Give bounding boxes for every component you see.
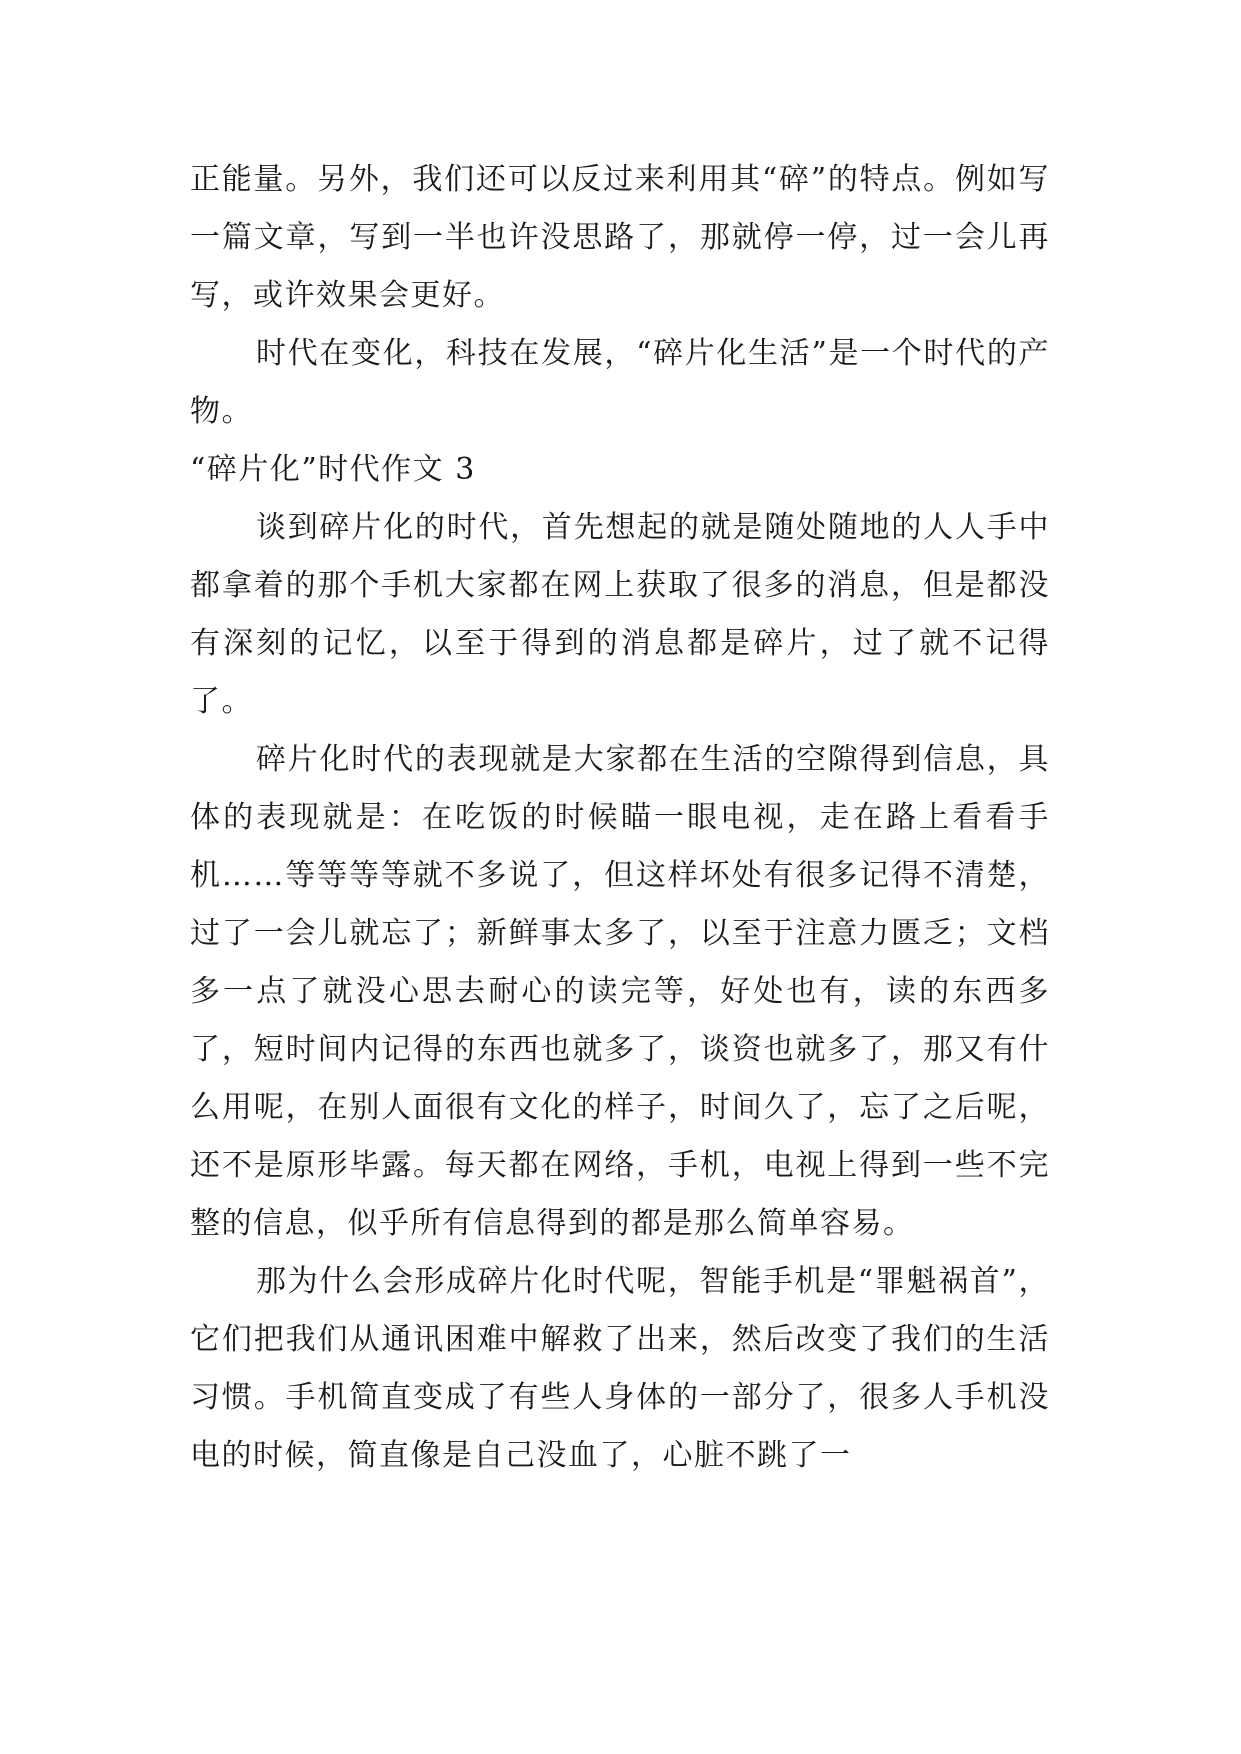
section-title: “碎片化”时代作文 3 [190, 452, 476, 487]
document-body [190, 151, 1050, 1485]
paragraph-intro: 谈到碎片化的时代，首先想起的就是随处随地的人人手中都拿着的那个手机大家都在网上获取了很多的消息，但是都没有深刻的记忆，以至于得到的消息都是碎片，过了就不记得了。 [190, 510, 1050, 719]
paragraph-manifestation: 碎片化时代的表现就是大家都在生活的空隙得到信息，具体的表现就是：在吃饭的时候瞄一眼电视，走在路上看看手机……等等等等就不多说了，但这样坏处有很多记得不清楚，过了一会儿就忘了；新鲜事太多了，以至于注意力匮乏；文档多一点了就没心思去耐心的读完等，好处也有，读的东西多了，短时间内记得的东西也就多了，谈资也就多了，那又有什么用呢，在别人面很有文化的样子，时间久了，忘了之后呢，还不是原形毕露。每天都在网络，手机，电视上得到一些不完整的信息，似乎所有信息得到的都是那么简单容易。 [190, 742, 1050, 1241]
paragraph-continuation: 正能量。另外，我们还可以反过来利用其“碎”的特点。例如写一篇文章，写到一半也许没思路了，那就停一停，过一会儿再写，或许效果会更好。 [190, 162, 1050, 313]
paragraph-cause: 那为什么会形成碎片化时代呢，智能手机是“罪魁祸首”，它们把我们从通讯困难中解救了出来，然后改变了我们的生活习惯。手机简直变成了有些人身体的一部分了，很多人手机没电的时候，简直像是自己没血了，心脏不跳了一 [190, 1264, 1050, 1473]
paragraph-conclusion: 时代在变化，科技在发展，“碎片化生活”是一个时代的产物。 [190, 336, 1050, 429]
